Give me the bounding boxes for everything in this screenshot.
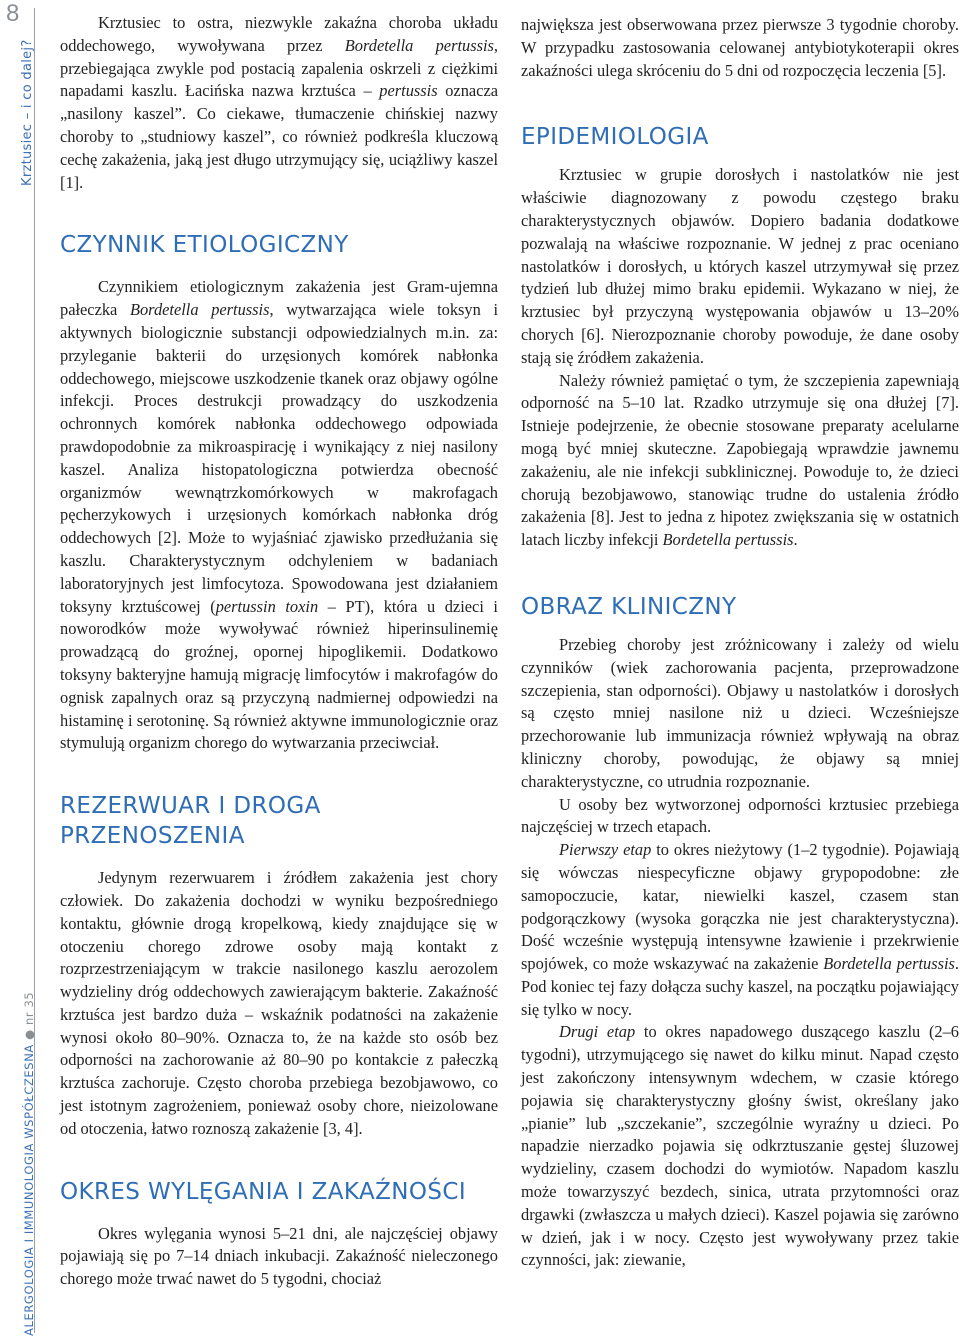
stage-1-label: Pierwszy etap [559,840,652,860]
issue-number: nr 35 [22,991,36,1025]
heading-clinical: OBRAZ KLINICZNY [521,593,737,620]
stage-2-paragraph [521,1021,959,1272]
epidemiology-paragraph-2: Należy również pamiętać o tym, że szczepienia zapewniają odporność na 5–10 lat. Rzadko utrzymuje się ona dłużej [7]. Istnieje podejrzenie, że obecnie stosowane preparaty acelularne mogą być mniej skuteczne. Zapobiegają wprawdzie jawnemu zakażeniu, ale nie infekcji subklinicznej. Powoduje to, że dzieci chorują bezobjawowo, stanowiąc trudne do ustalenia źródło zakażenia [8]. Jest to jedna z hipotez zwiększania się w ostatnich latach liczby infekcji Bordetella pertussis. [521,370,959,550]
sidebar [0,0,38,1341]
page-number: 8 [6,0,20,27]
stage-1-paragraph [521,839,959,1021]
heading-epidemiology: EPIDEMIOLOGIA [521,124,709,151]
stage-2-label: Drugi etap [559,1022,636,1042]
clinical-paragraph-1: Przebieg choroby jest zróżnicowany i zależy od wielu czynników (wiek zachorowania pacjenta, przeprowadzone szczepienia, stan odporności). Objawy u nastolatków i dorosłych są często mniej nasilone niż u dzieci. Wcześniejsze przechorowanie lub immunizacja również wpływają na obraz kliniczny choroby, powodując, że objawy są mniej charakterystyczne, co utrudnia rozpoznanie. [521,634,959,791]
incubation-paragraph: Okres wylęgania wynosi 5–21 dni, ale najczęściej objawy pojawiają się po 7–14 dniach inkubacji. Zakaźność nieleczonego chorego może trwać nawet do 5 tygodni, chociaż [60,1223,498,1289]
heading-incubation: OKRES WYLĘGANIA I ZAKAŹNOŚCI [60,1178,467,1205]
right-column [521,14,959,1272]
heading-etiology: CZYNNIK ETIOLOGICZNY [60,232,349,259]
stage-2-text: to okres napadowego duszącego kaszlu (2–6 tygodni), utrzymującego się nawet do kilku minut. Napad często jest zakończony intensywnym wdechem, w czasie którego pojawia się charakterystyczny głośny świst, określany jako „pianie” lub „szczekanie”, szczególnie wyraźny u dzieci. Po napadzie nierzadko pojawia się odkrztuszanie gęstej śluzowej wydzieliny, czasem dochodzi do wymiotów. Napadom kaszlu może towarzyszyć bezdech, sinica, utrata przytomności oraz drgawki (zwłaszcza u małych dzieci). Kaszel pojawia się zarówno w dzień, jak i w nocy. Często jest wywoływany przez takie czynności, jak: ziewanie, [521,1022,959,1270]
incubation-continued: największa jest obserwowana przez pierwsze 3 tygodnie choroby. W przypadku zastosowania celowanej antybiotykoterapii okres zakaźności ulega skróceniu do 5 dni od rozpoczęcia leczenia [5]. [521,15,959,80]
intro-paragraph: Krztusiec to ostra, niezwykle zakaźna choroba układu oddechowego, wywoływana przez Bordetella pertussis, przebiegająca zwykle pod postacią zapalenia oskrzeli z ciężkimi napadami kaszlu. Łacińska nazwa krztuśca – pertussis oznacza „nasilony kaszel”. Co ciekawe, tłumaczenie chińskiej nazwy choroby to „studniowy kaszel”, co również podkreśla kluczową cechę zakażenia, jaką jest długo utrzymujący się, uciążliwy kaszel [1]. [60,13,498,192]
running-title: Krztusiec – i co dalej? [20,39,35,186]
stage-1-text: to okres nieżytowy (1–2 tygodnie). Pojawiają się wówczas niespecyficzne objawy grypopodobne: złe samopoczucie, katar, niewielki kaszel, czasem stan podgorączkowy (wysoka gorączka nie jest charakterystyczna). Dość wcześnie występują intensywne łzawienie i przekrwienie spojówek, co może wskazywać na zakażenie Bordetella pertussis. Pod koniec tej fazy dołącza suchy kaszel, na początku pojawiający się tylko w nocy. [521,840,959,1019]
reservoir-paragraph: Jedynym rezerwuarem i źródłem zakażenia jest chory człowiek. Do zakażenia dochodzi w wyniku bezpośredniego kontaktu, głównie drogą kropelkową, kiedy znajdujące się w otoczeniu chorego zdrowe osoby mają kontakt z rozprzestrzeniającym w trakcie nasilonego kaszlu aerozolem wydzieliny dróg oddechowych zawierającym bakterie. Zakaźność krztuśca jest bardzo duża – wskaźnik podatności na zakażenie wynosi około 80–90%. Oznacza to, że na każde sto osób bez odporności na zachorowanie aż 80–90 po kontakcie z pałeczką krztuśca zachoruje. Często choroba przebiega bezobjawowo, co jest istotnym zagrożeniem, ponieważ osoby chore, nieizolowane od otoczenia, łatwo roznoszą zakażenie [3, 4]. [60,868,498,1138]
separator-dot: ● [22,1029,36,1040]
journal-footer [22,992,36,1336]
journal-name: ALERGOLOGIA I IMMUNOLOGIA WSPÓŁCZESNA [22,1044,36,1336]
left-column [60,12,498,1291]
epidemiology-paragraph-1: Krztusiec w grupie dorosłych i nastolatków nie jest właściwie diagnozowany z powodu częstego braku charakterystycznych objawów. Dopiero badania dodatkowe pozwalają na właściwe rozpoznanie. W jednej z prac oceniano nastolatków i dorosłych, u których kaszel utrzymywał się przez tydzień lub dłużej mimo braku epidemii. Wykazano w niej, że krztusiec był przyczyną występowania objawów u 13–20% chorych [6]. Nierozpoznanie choroby powoduje, że dane osoby stają się źródłem zakażenia. [521,165,959,367]
heading-reservoir: REZERWUAR I DROGA PRZENOSZENIA [60,793,321,850]
clinical-paragraph-2: U osoby bez wytworzonej odporności krztusiec przebiega najczęściej w trzech etapach. [521,794,959,837]
etiology-paragraph: Czynnikiem etiologicznym zakażenia jest Gram-ujemna pałeczka Bordetella pertussis, wytwarzająca wiele toksyn i aktywnych biologicznie substancji odpowiedzialnych m.in. za: przyleganie bakterii do urzęsionych komórek nabłonka oddechowego, miejscowe uszkodzenie tkanek oraz objawy ogólne infekcji. Proces destrukcji prowadzący do uszkodzenia ochronnych komórek nabłonka oddechowego odpowiada prawdopodobnie za mikroaspirację i wynikający z niej nasilony kaszel. Analiza histopatologiczna potwierdza obecność organizmów wewnątrzkomórkowych w makrofagach pęcherzykowych i urzęsionych komórkach nabłonka dróg oddechowych [2]. Może to wyjaśniać zjawisko przedłużania się kaszlu. Charakterystycznym odchyleniem w badaniach laboratoryjnych jest limfocytoza. Spowodowana jest działaniem toksyny krztuścowej (pertussin toxin – PT), która u dzieci i noworodków może wywoływać również hiperinsulinemię prowadzącą do groźnej, opornej hipoglikemii. Dodatkowo toksyny bakteryjne hamują migrację limfocytów i makrofagów do ognisk zapalnych oraz są przyczyną nadmiernej odpowiedzi na histaminę i serotoninę. Są również aktywne immunologicznie oraz stymulują organizm chorego do wytwarzania przeciwciał. [60,277,498,753]
